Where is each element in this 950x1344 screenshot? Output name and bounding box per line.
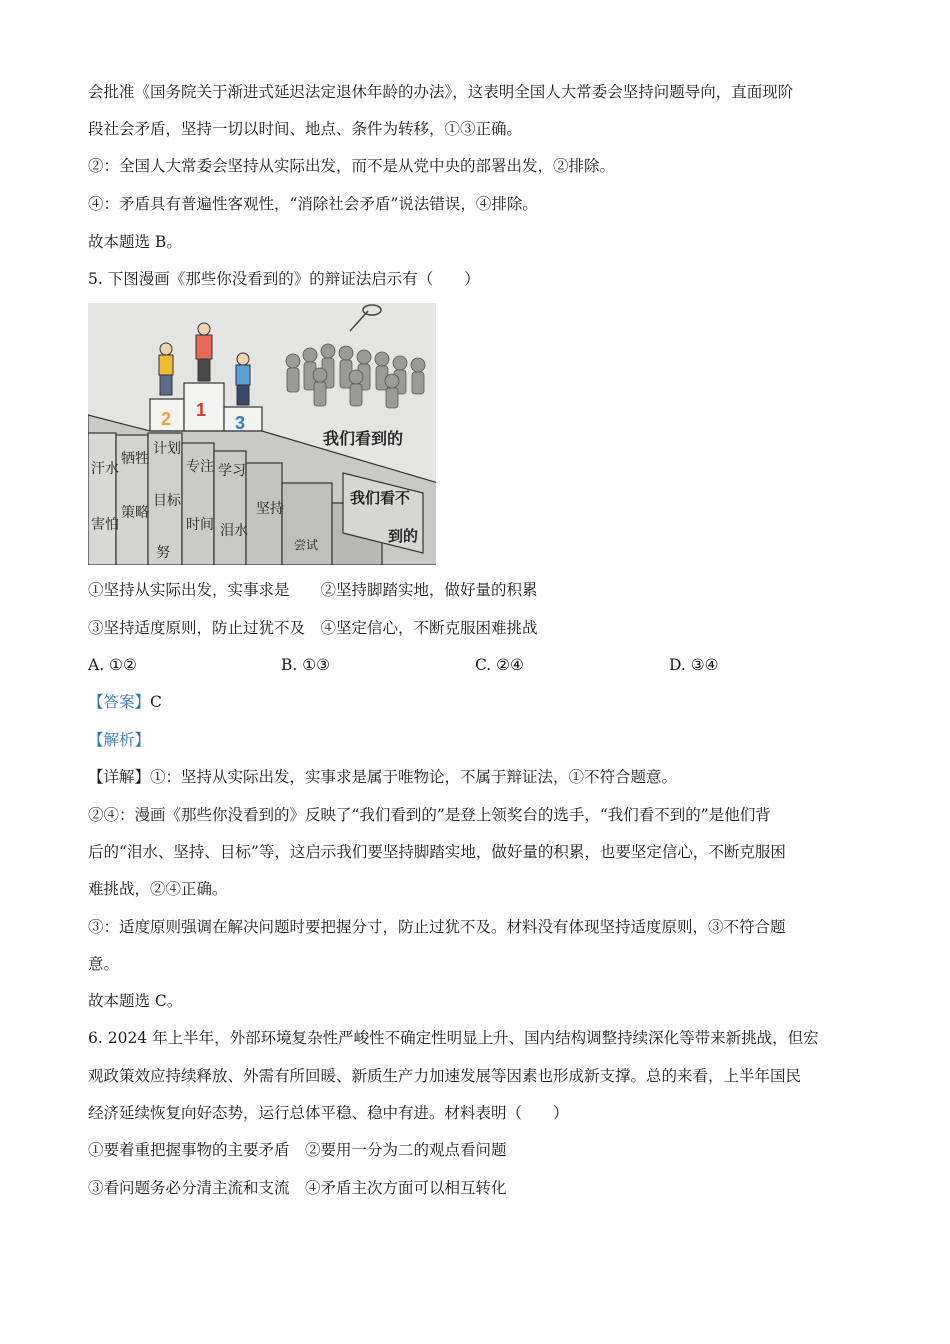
comic-word: 泪水 xyxy=(220,523,248,539)
question-5-stem: 5. 下图漫画《那些你没看到的》的辩证法启示有（ ） xyxy=(88,270,480,288)
question-6-line: 经济延续恢复向好态势，运行总体平稳、稳中有进。材料表明（ ） xyxy=(88,1104,569,1122)
answer-line xyxy=(88,692,162,712)
option-c: C. ②④ xyxy=(475,656,524,674)
question-6-line: 观政策效应持续释放、外需有所回暖、新质生产力加速发展等因素也形成新支撑。总的来看，上半年国民 xyxy=(88,1067,802,1085)
answer-tag: 【答案】 xyxy=(88,693,151,711)
comic-word: 害怕 xyxy=(91,517,119,533)
analysis-tag: 【解析】 xyxy=(88,731,151,749)
comic-word: 汗水 xyxy=(91,461,119,477)
comic-word: 坚持 xyxy=(256,501,284,517)
comic-word: 计划 xyxy=(153,441,181,457)
podium-number: 3 xyxy=(235,413,246,433)
option-d: D. ③④ xyxy=(669,656,719,674)
analysis-line: ②④：漫画《那些你没看到的》反映了“我们看到的”是登上领奖台的选手，“我们看不到的”是他们背 xyxy=(88,806,771,824)
text-line: ④：矛盾具有普遍性客观性，“消除社会矛盾”说法错误，④排除。 xyxy=(88,195,538,213)
comic-caption-seen: 我们看到的 xyxy=(323,429,404,448)
analysis-line: ③：适度原则强调在解决问题时要把握分寸，防止过犹不及。材料没有体现坚持适度原则，③不符合题 xyxy=(88,918,786,936)
answer-value: C xyxy=(150,693,162,711)
statement-line: ③坚持适度原则，防止过犹不及 ④坚定信心，不断克服困难挑战 xyxy=(88,619,538,637)
comic-word: 努 xyxy=(156,545,170,561)
text-line: 段社会矛盾，坚持一切以时间、地点、条件为转移，①③正确。 xyxy=(88,120,523,138)
podium-number: 1 xyxy=(196,400,207,420)
text-line: 会批准《国务院关于渐进式延迟法定退休年龄的办法》，这表明全国人大常委会坚持问题导向，直面现阶 xyxy=(88,83,794,101)
question-6-line: ①要着重把握事物的主要矛盾 ②要用一分为二的观点看问题 xyxy=(88,1141,507,1159)
comic-illustration xyxy=(88,303,436,565)
analysis-line: 【详解】①：坚持从实际出发，实事求是属于唯物论，不属于辩证法，①不符合题意。 xyxy=(88,768,678,786)
podium-number: 2 xyxy=(161,409,172,429)
comic-caption-unseen: 我们看不 xyxy=(350,489,411,507)
analysis-line: 意。 xyxy=(88,955,120,973)
comic-word: 牺牲 xyxy=(121,451,149,467)
statement-line: ①坚持从实际出发，实事求是 ②坚持脚踏实地，做好量的积累 xyxy=(88,581,538,599)
comic-caption-unseen: 到的 xyxy=(388,527,419,545)
question-6-line: ③看问题务必分清主流和支流 ④矛盾主次方面可以相互转化 xyxy=(88,1179,507,1197)
text-line: ②：全国人大常委会坚持从实际出发，而不是从党中央的部署出发，②排除。 xyxy=(88,157,616,175)
comic-word: 策略 xyxy=(121,505,149,521)
option-a: A. ①② xyxy=(88,656,137,674)
option-b: B. ①③ xyxy=(281,656,331,674)
analysis-line: 后的“泪水、坚持、目标”等，这启示我们要坚持脚踏实地，做好量的积累，也要坚定信心，不断克服困 xyxy=(88,843,786,861)
question-6-line: 6. 2024 年上半年，外部环境复杂性严峻性不确定性明显上升、国内结构调整持续深化等带来新挑战，但宏 xyxy=(88,1029,819,1047)
comic-word: 学习 xyxy=(218,463,246,479)
comic-word: 尝试 xyxy=(294,538,319,552)
analysis-line: 故本题选 C。 xyxy=(88,992,183,1010)
comic-word: 时间 xyxy=(186,517,214,533)
comic-word: 专注 xyxy=(186,459,214,475)
comic-word: 目标 xyxy=(153,493,181,509)
analysis-line: 难挑战，②④正确。 xyxy=(88,880,228,898)
text-line: 故本题选 B。 xyxy=(88,233,182,251)
